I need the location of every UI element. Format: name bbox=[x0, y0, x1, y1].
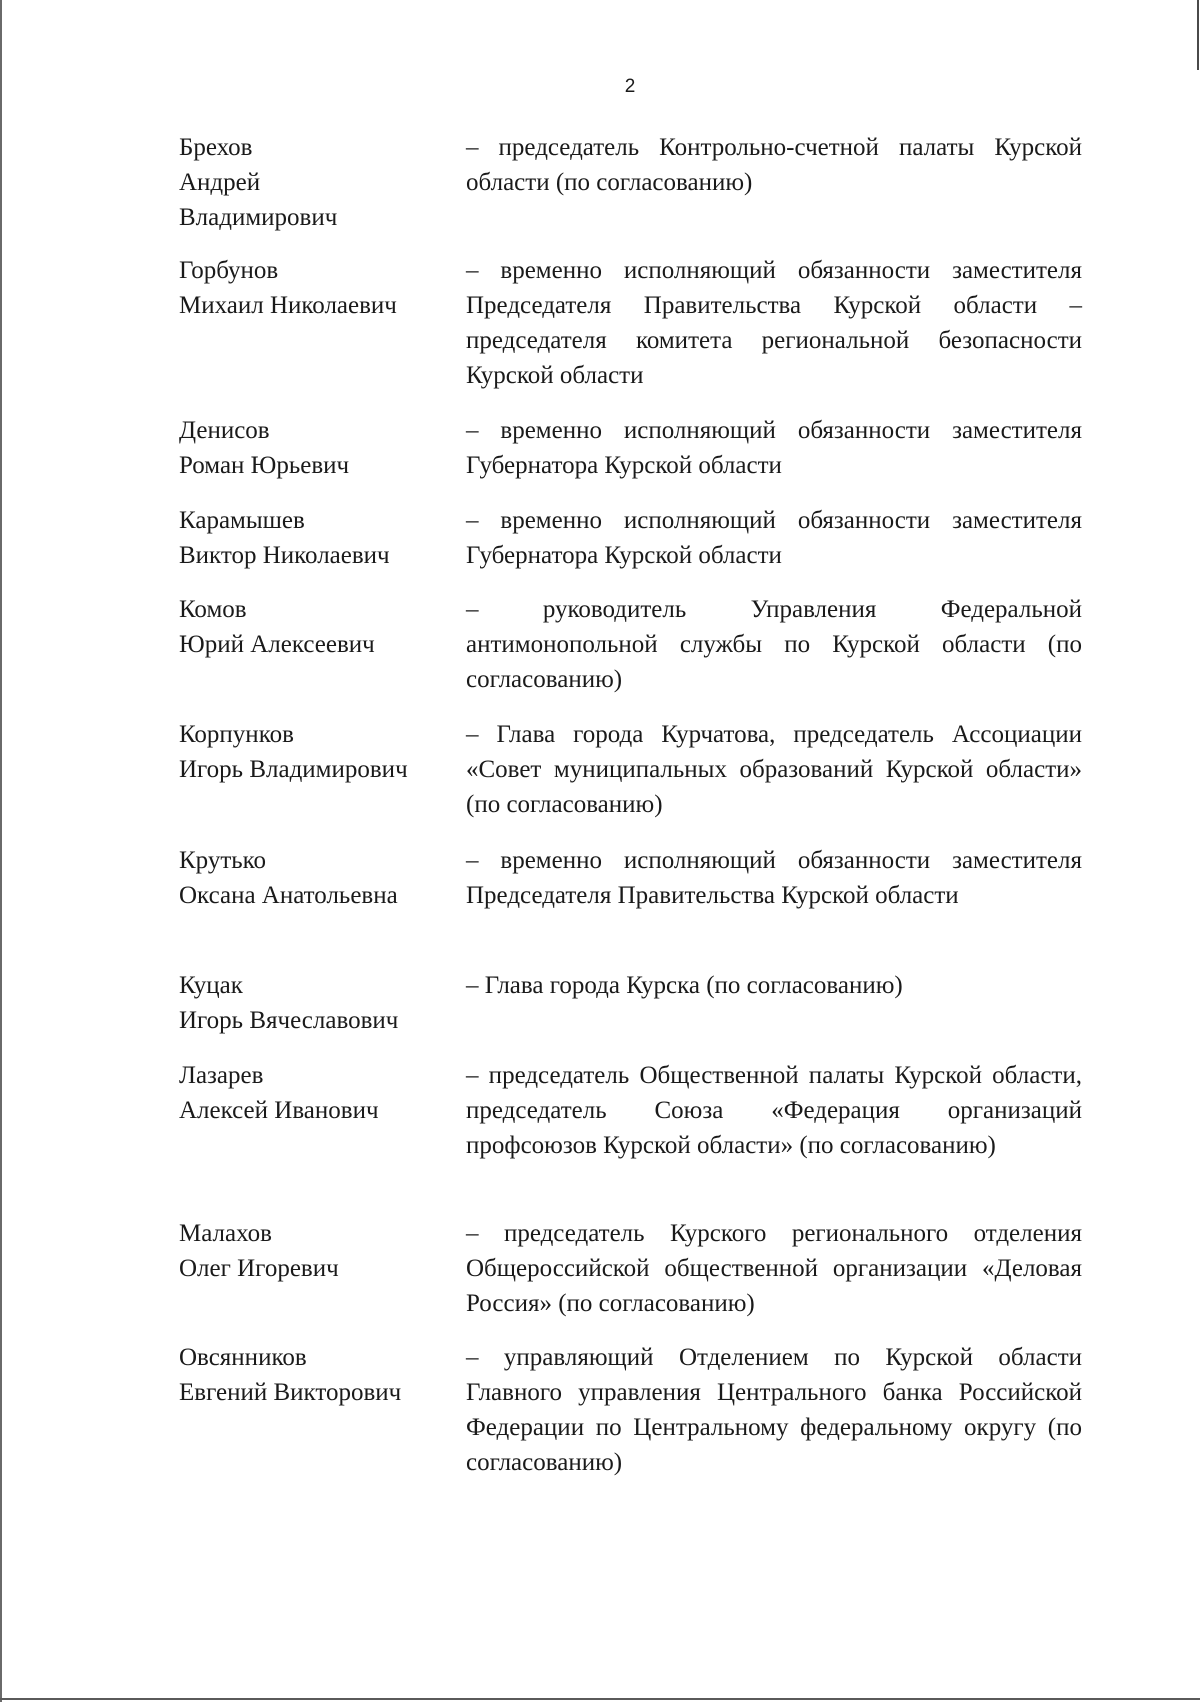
scan-edge-right bbox=[1197, 0, 1199, 70]
member-first-name: Оксана Анатольевна bbox=[179, 882, 398, 909]
member-role: – Глава города Курчатова, председатель Ассоциации «Совет муниципальных образований Курской области» (по согласованию) bbox=[466, 721, 1082, 818]
member-first-name: Юрий Алексеевич bbox=[179, 631, 375, 658]
member-role: – председатель Курского регионального отделения Общероссийской общественной организации «Деловая Россия» (по согласованию) bbox=[466, 1220, 1082, 1317]
member-surname: Малахов bbox=[179, 1220, 272, 1247]
member-first-name: Алексей Иванович bbox=[179, 1097, 379, 1124]
member-name bbox=[179, 253, 459, 323]
member-role: – руководитель Управления Федеральной антимонопольной службы по Курской области (по согласованию) bbox=[466, 596, 1082, 693]
member-first-name: Виктор Николаевич bbox=[179, 542, 390, 569]
member-role: – временно исполняющий обязанности заместителя Председателя Правительства Курской области – председателя комитета региональной безопасности Курской области bbox=[466, 257, 1082, 389]
member-name bbox=[179, 717, 459, 787]
member-surname: Горбунов bbox=[179, 257, 279, 284]
member-first-name: Евгений Викторович bbox=[179, 1379, 402, 1406]
member-surname: Куцак bbox=[179, 972, 243, 999]
member-role: – председатель Общественной палаты Курской области, председатель Союза «Федерация организаций профсоюзов Курской области» (по согласованию) bbox=[466, 1062, 1082, 1159]
member-first-name: Игорь Владимирович bbox=[179, 756, 408, 783]
member-role: – управляющий Отделением по Курской области Главного управления Центрального банка Российской Федерации по Центральному федеральному округу (по согласованию) bbox=[466, 1344, 1082, 1476]
member-surname: Овсянников bbox=[179, 1344, 307, 1371]
member-surname: Лазарев bbox=[179, 1062, 264, 1089]
scan-edge-left bbox=[0, 0, 2, 1702]
member-name bbox=[179, 503, 459, 573]
member-surname: Брехов bbox=[179, 134, 253, 161]
member-first-name: Олег Игоревич bbox=[179, 1255, 339, 1282]
member-role: – временно исполняющий обязанности заместителя Губернатора Курской области bbox=[466, 417, 1082, 479]
member-name bbox=[179, 968, 459, 1038]
member-role: – председатель Контрольно-счетной палаты Курской области (по согласованию) bbox=[466, 134, 1082, 196]
member-name bbox=[179, 1058, 459, 1128]
member-surname: Крутько bbox=[179, 847, 267, 874]
member-role: – Глава города Курска (по согласованию) bbox=[466, 972, 903, 999]
member-role: – временно исполняющий обязанности заместителя Губернатора Курской области bbox=[466, 507, 1082, 569]
member-first-name: Игорь Вячеславович bbox=[179, 1007, 399, 1034]
member-first-name: Роман Юрьевич bbox=[179, 452, 350, 479]
member-name bbox=[179, 1216, 459, 1286]
member-first-name: Андрей bbox=[179, 169, 261, 196]
member-name bbox=[179, 413, 459, 483]
member-surname: Карамышев bbox=[179, 507, 305, 534]
member-first-name: Михаил Николаевич bbox=[179, 292, 397, 319]
member-name bbox=[179, 130, 459, 235]
member-surname: Комов bbox=[179, 596, 247, 623]
member-surname: Денисов bbox=[179, 417, 270, 444]
page-number: 2 bbox=[624, 76, 636, 97]
member-surname: Корпунков bbox=[179, 721, 294, 748]
member-name bbox=[179, 1340, 459, 1410]
member-name bbox=[179, 592, 459, 662]
member-name bbox=[179, 843, 459, 913]
member-role: – временно исполняющий обязанности заместителя Председателя Правительства Курской области bbox=[466, 847, 1082, 909]
member-patronymic: Владимирович bbox=[179, 204, 338, 231]
scan-edge-bottom bbox=[0, 1698, 1200, 1700]
